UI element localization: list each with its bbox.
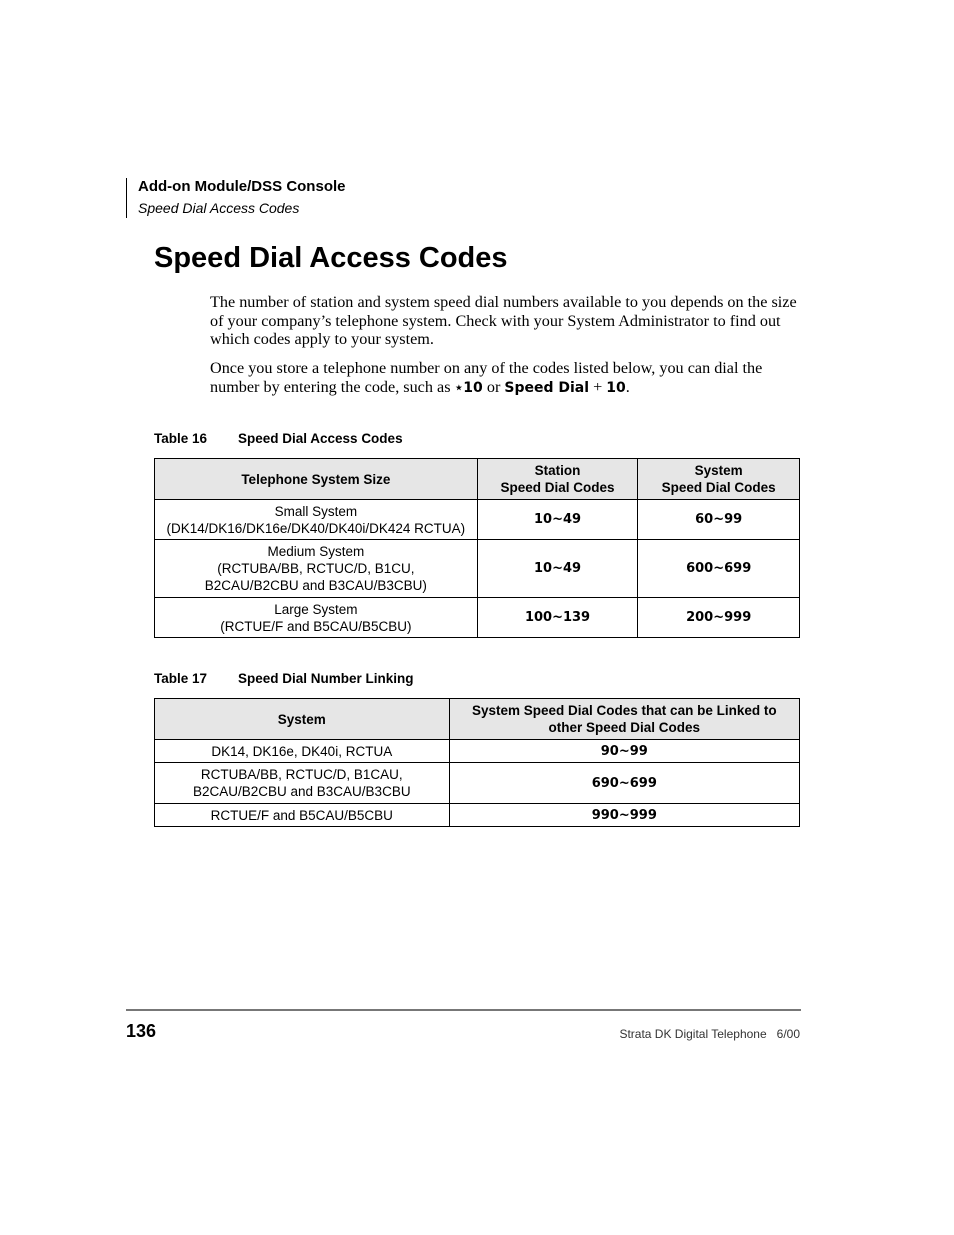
system-size-cell bbox=[155, 500, 478, 540]
usage-text: Once you store a telephone number on any of the codes listed below, you can dial the number by entering the code, such as bbox=[210, 359, 763, 396]
header-rule bbox=[126, 178, 127, 218]
table-row bbox=[155, 740, 800, 763]
station-codes-cell: 100~139 bbox=[477, 598, 638, 638]
station-codes-cell: 10~49 bbox=[477, 500, 638, 540]
speed-dial-access-codes-table bbox=[154, 458, 800, 638]
system-line: B2CAU/B2CBU and B3CAU/B3CBU bbox=[192, 784, 411, 799]
page-title: Speed Dial Access Codes bbox=[154, 242, 508, 274]
size-line: (DK14/DK16/DK16e/DK40/DK40i/DK424 RCTUA) bbox=[166, 520, 466, 536]
size-line: Small System bbox=[274, 503, 358, 519]
footer-document-title: Strata DK Digital Telephone 6/00 bbox=[619, 1027, 800, 1041]
code-example: ⋆10 bbox=[454, 379, 483, 396]
table16-caption bbox=[154, 431, 403, 446]
header-line: Speed Dial Codes bbox=[500, 480, 615, 495]
size-line: Large System bbox=[274, 601, 358, 617]
header-line: Station bbox=[534, 463, 581, 478]
table-header-row bbox=[155, 699, 800, 740]
speed-dial-number-linking-table bbox=[154, 698, 800, 827]
system-line: RCTUBA/BB, RCTUC/D, B1CAU, bbox=[200, 767, 403, 782]
system-size-cell bbox=[155, 540, 478, 598]
system-codes-cell: 600~699 bbox=[638, 540, 800, 598]
usage-paragraph bbox=[210, 359, 800, 397]
table16-title: Speed Dial Access Codes bbox=[238, 431, 403, 446]
size-line: B2CAU/B2CBU and B3CAU/B3CBU) bbox=[204, 578, 427, 593]
header-line: Speed Dial Codes bbox=[661, 480, 776, 495]
system-size-cell bbox=[155, 598, 478, 638]
table-row bbox=[155, 500, 800, 540]
header-line: other Speed Dial Codes bbox=[548, 720, 701, 735]
table-header-row bbox=[155, 459, 800, 500]
header-system-size: Telephone System Size bbox=[155, 459, 478, 500]
system-cell bbox=[155, 763, 450, 804]
size-line: (RCTUBA/BB, RCTUC/D, B1CU, bbox=[217, 561, 415, 576]
header-station-codes bbox=[477, 459, 638, 500]
table-row bbox=[155, 804, 800, 827]
table-row bbox=[155, 540, 800, 598]
header-linkable-codes bbox=[449, 699, 799, 740]
station-codes-cell: 10~49 bbox=[477, 540, 638, 598]
system-codes-cell: 200~999 bbox=[638, 598, 800, 638]
speed-dial-key: Speed Dial bbox=[504, 379, 590, 396]
running-header-subsection: Speed Dial Access Codes bbox=[138, 200, 300, 216]
intro-paragraph: The number of station and system speed dial numbers available to you depends on the size of your company’s telephone system. Check with your System Administrator to find out which codes apply to your system. bbox=[210, 293, 797, 348]
code-number: 10 bbox=[606, 379, 626, 396]
system-cell: DK14, DK16e, DK40i, RCTUA bbox=[155, 740, 450, 763]
table-row bbox=[155, 598, 800, 638]
table17-number: Table 17 bbox=[154, 671, 208, 686]
linkable-codes-cell: 990~999 bbox=[449, 804, 799, 827]
or-text: or bbox=[482, 377, 505, 396]
header-system-codes bbox=[638, 459, 800, 500]
end-punct: . bbox=[625, 377, 630, 396]
system-cell: RCTUE/F and B5CAU/B5CBU bbox=[155, 804, 450, 827]
table16-number: Table 16 bbox=[154, 431, 208, 446]
header-line: System bbox=[694, 463, 743, 478]
linkable-codes-cell: 690~699 bbox=[449, 763, 799, 804]
header-line: System Speed Dial Codes that can be Linked to bbox=[472, 703, 777, 718]
system-codes-cell: 60~99 bbox=[638, 500, 800, 540]
footer-rule bbox=[126, 1009, 801, 1011]
page-number: 136 bbox=[126, 1021, 157, 1041]
table-row bbox=[155, 763, 800, 804]
header-system: System bbox=[155, 699, 450, 740]
size-line: (RCTUE/F and B5CAU/B5CBU) bbox=[220, 618, 412, 634]
table17-caption bbox=[154, 671, 414, 686]
table17-title: Speed Dial Number Linking bbox=[238, 671, 414, 686]
running-header-section: Add-on Module/DSS Console bbox=[138, 178, 346, 195]
size-line: Medium System bbox=[267, 544, 365, 559]
plus-text: + bbox=[589, 377, 607, 396]
linkable-codes-cell: 90~99 bbox=[449, 740, 799, 763]
